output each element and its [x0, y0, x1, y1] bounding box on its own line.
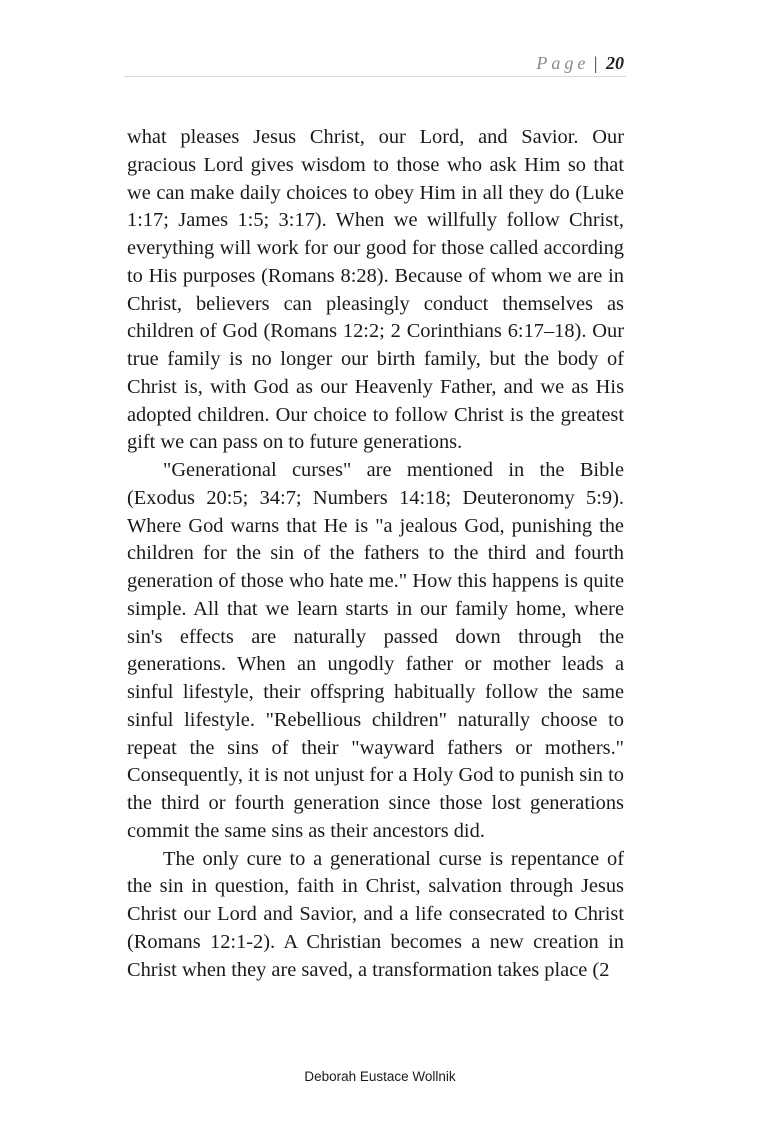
- paragraph-3: The only cure to a generational curse is repentance of the sin in question, faith in Christ, salvation through Jesus Christ our Lord and Savior, and a life consecrated to Christ (Romans 12:1-2). A Christian becomes a new creation in Christ when they are saved, a transformation takes place (2: [127, 847, 624, 981]
- paragraph-2: "Generational curses" are mentioned in the Bible (Exodus 20:5; 34:7; Numbers 14:18; Deuteronomy 5:9). Where God warns that He is "a jealous God, punishing the children for the sin of the fathers to the third and fourth generation of those who hate me." How this happens is quite simple. All that we learn starts in our family home, where sin's effects are naturally passed down through the generations. When an ungodly father or mother leads a sinful lifestyle, their offspring habitually follow the same sinful lifestyle. "Rebellious children" naturally choose to repeat the sins of their "wayward fathers or mothers." Consequently, it is not unjust for a Holy God to punish sin to the third or fourth generation since those lost generations commit the same sins as their ancestors did.: [127, 459, 624, 842]
- body-text: [127, 124, 624, 984]
- page-header: [124, 50, 626, 77]
- page-number-label: [536, 52, 624, 74]
- paragraph-1: what pleases Jesus Christ, our Lord, and Savior. Our gracious Lord gives wisdom to those who ask Him so that we can make daily choices to obey Him in all they do (Luke 1:17; James 1:5; 3:17). When we willfully follow Christ, everything will work for our good for those called according to His purposes (Romans 8:28). Because of whom we are in Christ, believers can pleasingly conduct themselves as children of God (Romans 12:2; 2 Corinthians 6:17–18). Our true family is no longer our birth family, but the body of Christ is, with God as our Heavenly Father, and we as His adopted children. Our choice to follow Christ is the greatest gift we can pass on to future generations.: [127, 126, 624, 454]
- page-separator: |: [593, 53, 598, 73]
- footer-author: Deborah Eustace Wollnik: [304, 1069, 456, 1084]
- page-number: 20: [606, 53, 624, 73]
- page-word: Page: [536, 53, 590, 73]
